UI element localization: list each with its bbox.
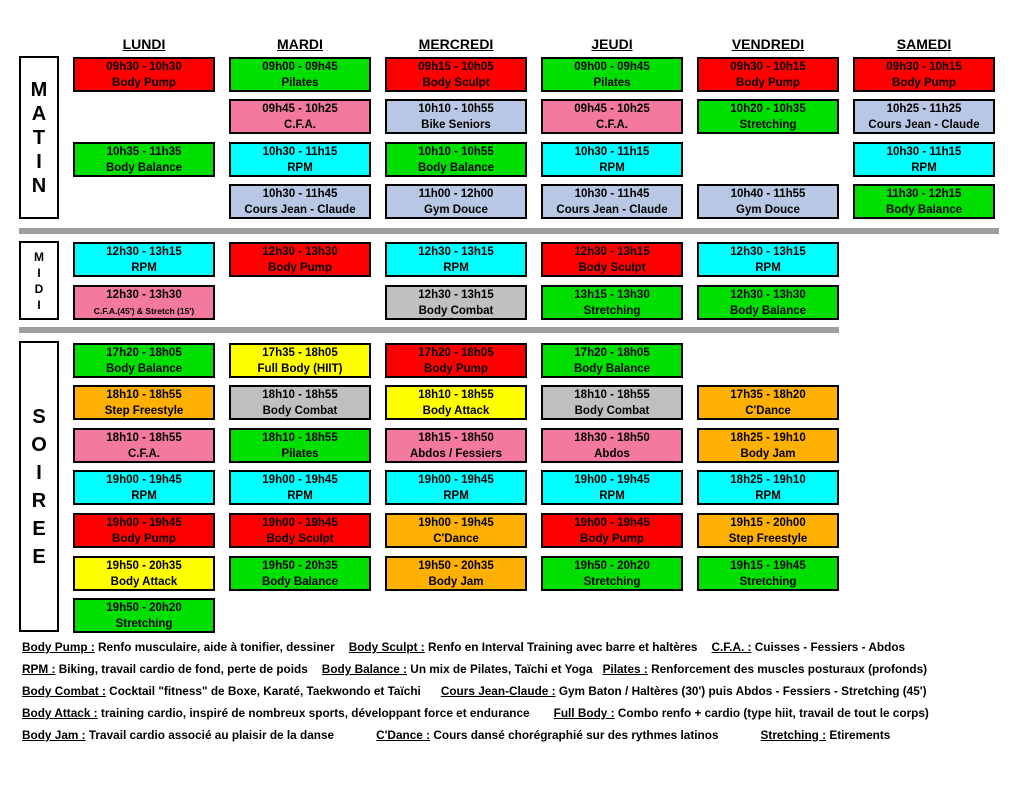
class-time: 18h10 - 18h55 bbox=[106, 388, 182, 401]
class-name: C'Dance bbox=[745, 404, 791, 417]
class-cell bbox=[229, 99, 371, 134]
class-cell bbox=[697, 513, 839, 548]
class-name: Body Balance bbox=[105, 362, 183, 375]
class-name: C.F.A.(45') & Stretch (15') bbox=[93, 305, 195, 316]
class-name: Body Attack bbox=[422, 404, 490, 417]
class-cell bbox=[541, 513, 683, 548]
section-letter: O bbox=[31, 433, 47, 456]
class-name: Body Pump bbox=[424, 362, 488, 375]
class-time: 09h30 - 10h15 bbox=[886, 60, 962, 73]
class-cell bbox=[385, 184, 527, 219]
class-name: Abdos / Fessiers bbox=[409, 447, 503, 460]
class-time: 18h15 - 18h50 bbox=[418, 431, 494, 444]
class-time: 12h30 - 13h15 bbox=[418, 288, 494, 301]
day-header-vendredi: VENDREDI bbox=[731, 36, 805, 52]
class-time: 09h00 - 09h45 bbox=[262, 60, 338, 73]
class-time: 10h30 - 11h45 bbox=[574, 187, 650, 200]
legend-description: Combo renfo + cardio (type hiit, travail de tout le corps) bbox=[614, 706, 929, 720]
class-time: 10h30 - 11h15 bbox=[262, 145, 338, 158]
legend-item bbox=[22, 684, 421, 698]
legend-description: Un mix de Pilates, Taïchi et Yoga bbox=[407, 662, 593, 676]
class-time: 17h20 - 18h05 bbox=[106, 346, 182, 359]
class-time: 13h15 - 13h30 bbox=[574, 288, 650, 301]
class-time: 10h20 - 10h35 bbox=[730, 102, 806, 115]
section-letter: I bbox=[36, 461, 42, 484]
class-cell bbox=[541, 343, 683, 378]
class-name: Cours Jean - Claude bbox=[556, 203, 668, 216]
class-name: C.F.A. bbox=[284, 118, 316, 131]
section-letter: E bbox=[32, 517, 46, 540]
legend-item bbox=[441, 684, 927, 698]
class-name: Body Pump bbox=[268, 261, 332, 274]
class-time: 17h20 - 18h05 bbox=[574, 346, 650, 359]
class-cell bbox=[229, 385, 371, 420]
class-name: Body Balance bbox=[573, 362, 651, 375]
class-name: C.F.A. bbox=[596, 118, 628, 131]
class-time: 10h10 - 10h55 bbox=[418, 145, 494, 158]
class-cell bbox=[73, 385, 215, 420]
legend-item bbox=[22, 728, 334, 742]
class-time: 18h25 - 19h10 bbox=[730, 473, 806, 486]
class-cell bbox=[229, 556, 371, 591]
class-time: 18h10 - 18h55 bbox=[106, 431, 182, 444]
class-cell bbox=[229, 242, 371, 277]
class-name: RPM bbox=[131, 261, 157, 274]
class-cell bbox=[385, 242, 527, 277]
class-cell bbox=[73, 513, 215, 548]
class-cell bbox=[73, 57, 215, 92]
class-time: 11h30 - 12h15 bbox=[886, 187, 962, 200]
class-cell bbox=[385, 513, 527, 548]
class-time: 09h30 - 10h15 bbox=[730, 60, 806, 73]
legend-term: RPM : bbox=[22, 662, 56, 676]
class-cell bbox=[697, 556, 839, 591]
class-time: 19h50 - 20h35 bbox=[418, 559, 494, 572]
legend-description: Travail cardio associé au plaisir de la danse bbox=[85, 728, 335, 742]
class-name: RPM bbox=[599, 489, 625, 502]
legend-term: C'Dance : bbox=[376, 728, 431, 742]
class-cell bbox=[229, 428, 371, 463]
class-name: Pilates bbox=[281, 447, 319, 460]
class-time: 12h30 - 13h30 bbox=[106, 288, 182, 301]
class-time: 18h25 - 19h10 bbox=[730, 431, 806, 444]
class-name: Gym Douce bbox=[736, 203, 800, 216]
class-cell bbox=[229, 142, 371, 177]
class-time: 19h50 - 20h20 bbox=[106, 601, 182, 614]
class-cell bbox=[697, 242, 839, 277]
legend-description: Gym Baton / Haltères (30') puis Abdos - Fessiers - Stretching (45') bbox=[555, 684, 927, 698]
class-name: Step Freestyle bbox=[728, 532, 808, 545]
class-time: 10h30 - 11h15 bbox=[886, 145, 962, 158]
legend-description: Cuisses - Fessiers - Abdos bbox=[751, 640, 906, 654]
class-cell bbox=[385, 556, 527, 591]
section-letter: D bbox=[34, 281, 44, 296]
class-time: 09h00 - 09h45 bbox=[574, 60, 650, 73]
class-time: 18h30 - 18h50 bbox=[574, 431, 650, 444]
class-time: 19h00 - 19h45 bbox=[418, 516, 494, 529]
class-cell bbox=[541, 556, 683, 591]
class-cell bbox=[229, 470, 371, 505]
section-letter: S bbox=[32, 405, 46, 428]
class-name: Body Balance bbox=[885, 203, 963, 216]
class-time: 12h30 - 13h15 bbox=[106, 245, 182, 258]
class-time: 10h25 - 11h25 bbox=[886, 102, 962, 115]
class-name: Gym Douce bbox=[424, 203, 488, 216]
class-cell bbox=[541, 184, 683, 219]
class-name: Full Body (HIIT) bbox=[257, 362, 343, 375]
class-cell bbox=[697, 385, 839, 420]
class-time: 19h50 - 20h35 bbox=[106, 559, 182, 572]
class-name: Body Balance bbox=[261, 575, 339, 588]
class-cell bbox=[73, 343, 215, 378]
class-cell bbox=[229, 184, 371, 219]
class-name: Body Balance bbox=[105, 161, 183, 174]
class-time: 19h50 - 20h20 bbox=[574, 559, 650, 572]
class-cell bbox=[853, 99, 995, 134]
class-cell bbox=[385, 428, 527, 463]
day-header-mercredi: MERCREDI bbox=[418, 36, 494, 52]
class-cell bbox=[541, 470, 683, 505]
class-time: 18h10 - 18h55 bbox=[574, 388, 650, 401]
class-name: Abdos bbox=[594, 447, 630, 460]
class-cell bbox=[541, 57, 683, 92]
class-name: Body Pump bbox=[112, 76, 176, 89]
legend-term: Cours Jean-Claude : bbox=[440, 684, 556, 698]
class-name: RPM bbox=[443, 261, 469, 274]
class-name: RPM bbox=[443, 489, 469, 502]
class-cell bbox=[73, 598, 215, 633]
class-time: 10h30 - 11h15 bbox=[574, 145, 650, 158]
class-name: Body Pump bbox=[580, 532, 644, 545]
class-time: 12h30 - 13h15 bbox=[730, 245, 806, 258]
class-name: RPM bbox=[599, 161, 625, 174]
class-cell bbox=[229, 513, 371, 548]
legend-line bbox=[22, 728, 1012, 742]
class-name: RPM bbox=[911, 161, 937, 174]
legend-description: Biking, travail cardio de fond, perte de poids bbox=[55, 662, 308, 676]
legend-item bbox=[322, 662, 593, 676]
class-time: 12h30 - 13h30 bbox=[730, 288, 806, 301]
class-name: Body Jam bbox=[740, 447, 796, 460]
section-letter: I bbox=[36, 150, 42, 173]
class-name: Stretching bbox=[583, 575, 641, 588]
class-time: 19h00 - 19h45 bbox=[574, 473, 650, 486]
class-name: Body Pump bbox=[892, 76, 956, 89]
class-name: Body Combat bbox=[262, 404, 338, 417]
legend-description: Renforcement des muscles posturaux (profonds) bbox=[647, 662, 928, 676]
legend-line bbox=[22, 662, 1012, 676]
class-cell bbox=[697, 470, 839, 505]
class-name: Body Sculpt bbox=[422, 76, 490, 89]
class-cell bbox=[697, 57, 839, 92]
class-name: Bike Seniors bbox=[421, 118, 491, 131]
class-time: 17h35 - 18h05 bbox=[262, 346, 338, 359]
class-time: 10h10 - 10h55 bbox=[418, 102, 494, 115]
legend-item bbox=[711, 640, 905, 654]
class-time: 17h20 - 18h05 bbox=[418, 346, 494, 359]
class-name: C'Dance bbox=[433, 532, 479, 545]
section-label-soiree bbox=[19, 341, 59, 632]
class-time: 19h00 - 19h45 bbox=[106, 473, 182, 486]
class-name: RPM bbox=[755, 489, 781, 502]
class-time: 19h00 - 19h45 bbox=[262, 473, 338, 486]
class-cell bbox=[385, 385, 527, 420]
class-cell bbox=[73, 285, 215, 320]
class-cell bbox=[697, 184, 839, 219]
class-time: 18h10 - 18h55 bbox=[262, 431, 338, 444]
legend-item bbox=[761, 728, 891, 742]
legend-term: Body Jam : bbox=[22, 728, 86, 742]
legend-term: C.F.A. : bbox=[711, 640, 752, 654]
class-time: 12h30 - 13h15 bbox=[418, 245, 494, 258]
legend-item bbox=[22, 706, 530, 720]
section-letter: R bbox=[31, 489, 47, 512]
class-time: 09h15 - 10h05 bbox=[418, 60, 494, 73]
class-name: Body Sculpt bbox=[266, 532, 334, 545]
day-header-jeudi: JEUDI bbox=[591, 36, 633, 52]
class-cell bbox=[697, 285, 839, 320]
class-name: Stretching bbox=[583, 304, 641, 317]
class-cell bbox=[229, 57, 371, 92]
class-time: 10h30 - 11h45 bbox=[262, 187, 338, 200]
class-time: 09h45 - 10h25 bbox=[574, 102, 650, 115]
section-letter: A bbox=[31, 102, 47, 125]
legend-item bbox=[554, 706, 929, 720]
class-name: RPM bbox=[755, 261, 781, 274]
legend-term: Body Combat : bbox=[22, 684, 106, 698]
class-time: 10h40 - 11h55 bbox=[730, 187, 806, 200]
section-letter: N bbox=[31, 174, 47, 197]
legend-item bbox=[22, 640, 335, 654]
class-cell bbox=[385, 343, 527, 378]
legend-line bbox=[22, 684, 1012, 698]
class-name: Stretching bbox=[115, 617, 173, 630]
class-name: Body Jam bbox=[428, 575, 484, 588]
class-name: C.F.A. bbox=[128, 447, 160, 460]
class-cell bbox=[385, 57, 527, 92]
legend-description: Renfo musculaire, aide à tonifier, dessiner bbox=[94, 640, 335, 654]
class-name: Cours Jean - Claude bbox=[868, 118, 980, 131]
legend-description: Renfo en Interval Training avec barre et haltères bbox=[424, 640, 698, 654]
class-time: 09h45 - 10h25 bbox=[262, 102, 338, 115]
class-name: Stretching bbox=[739, 118, 797, 131]
class-cell bbox=[385, 142, 527, 177]
class-name: Body Pump bbox=[736, 76, 800, 89]
class-time: 18h10 - 18h55 bbox=[418, 388, 494, 401]
section-letter: I bbox=[37, 297, 41, 312]
legend-item bbox=[349, 640, 698, 654]
legend-term: Full Body : bbox=[553, 706, 615, 720]
class-time: 18h10 - 18h55 bbox=[262, 388, 338, 401]
class-time: 09h30 - 10h30 bbox=[106, 60, 182, 73]
legend-description: training cardio, inspiré de nombreux sports, développant force et endurance bbox=[97, 706, 530, 720]
section-separator bbox=[19, 228, 999, 234]
section-separator bbox=[19, 327, 839, 333]
section-letter: I bbox=[37, 265, 41, 280]
class-time: 19h00 - 19h45 bbox=[418, 473, 494, 486]
class-cell bbox=[73, 470, 215, 505]
legend-description: Etirements bbox=[826, 728, 891, 742]
class-cell bbox=[541, 385, 683, 420]
class-time: 19h00 - 19h45 bbox=[574, 516, 650, 529]
class-time: 11h00 - 12h00 bbox=[418, 187, 494, 200]
class-cell bbox=[385, 99, 527, 134]
class-cell bbox=[697, 99, 839, 134]
class-cell bbox=[541, 142, 683, 177]
class-name: Pilates bbox=[593, 76, 631, 89]
legend-description: Cocktail "fitness" de Boxe, Karaté, Taekwondo et Taïchi bbox=[105, 684, 421, 698]
class-name: Body Combat bbox=[574, 404, 650, 417]
class-time: 10h35 - 11h35 bbox=[106, 145, 182, 158]
section-letter: M bbox=[30, 78, 48, 101]
class-name: Stretching bbox=[739, 575, 797, 588]
class-cell bbox=[541, 242, 683, 277]
section-label-matin bbox=[19, 56, 59, 219]
class-name: Pilates bbox=[281, 76, 319, 89]
class-cell bbox=[229, 343, 371, 378]
section-letter: M bbox=[34, 249, 44, 264]
legend-term: Body Pump : bbox=[22, 640, 95, 654]
class-name: RPM bbox=[287, 489, 313, 502]
legend-item bbox=[603, 662, 928, 676]
class-name: Body Balance bbox=[729, 304, 807, 317]
class-cell bbox=[697, 428, 839, 463]
section-letter: E bbox=[32, 545, 46, 568]
legend-term: Body Attack : bbox=[22, 706, 98, 720]
class-name: RPM bbox=[287, 161, 313, 174]
class-time: 19h15 - 19h45 bbox=[730, 559, 806, 572]
class-cell bbox=[853, 57, 995, 92]
legend-item bbox=[376, 728, 718, 742]
class-cell bbox=[73, 556, 215, 591]
legend-term: Stretching : bbox=[760, 728, 827, 742]
class-cell bbox=[853, 142, 995, 177]
class-cell bbox=[541, 428, 683, 463]
legend-line bbox=[22, 640, 1012, 654]
class-name: Body Attack bbox=[110, 575, 178, 588]
class-cell bbox=[853, 184, 995, 219]
class-name: Body Balance bbox=[417, 161, 495, 174]
class-cell bbox=[73, 142, 215, 177]
class-cell bbox=[73, 428, 215, 463]
day-header-lundi: LUNDI bbox=[122, 36, 166, 52]
class-cell bbox=[541, 99, 683, 134]
class-name: Step Freestyle bbox=[104, 404, 184, 417]
class-time: 12h30 - 13h30 bbox=[262, 245, 338, 258]
class-cell bbox=[73, 242, 215, 277]
legend-line bbox=[22, 706, 1012, 720]
class-cell bbox=[385, 470, 527, 505]
section-label-midi bbox=[19, 241, 59, 320]
legend-term: Body Sculpt : bbox=[348, 640, 425, 654]
legend-term: Pilates : bbox=[602, 662, 648, 676]
class-name: RPM bbox=[131, 489, 157, 502]
class-time: 19h15 - 20h00 bbox=[730, 516, 806, 529]
class-name: Body Combat bbox=[418, 304, 494, 317]
class-time: 19h00 - 19h45 bbox=[106, 516, 182, 529]
section-letter: T bbox=[32, 126, 46, 149]
day-header-samedi: SAMEDI bbox=[896, 36, 952, 52]
class-cell bbox=[541, 285, 683, 320]
class-time: 19h50 - 20h35 bbox=[262, 559, 338, 572]
class-name: Body Pump bbox=[112, 532, 176, 545]
legend-term: Body Balance : bbox=[321, 662, 408, 676]
class-time: 17h35 - 18h20 bbox=[730, 388, 806, 401]
class-name: Cours Jean - Claude bbox=[244, 203, 356, 216]
legend-item bbox=[22, 662, 308, 676]
class-name: Body Sculpt bbox=[578, 261, 646, 274]
day-header-mardi: MARDI bbox=[277, 36, 323, 52]
class-cell bbox=[385, 285, 527, 320]
legend-description: Cours dansé chorégraphié sur des rythmes latinos bbox=[430, 728, 719, 742]
class-time: 12h30 - 13h15 bbox=[574, 245, 650, 258]
class-time: 19h00 - 19h45 bbox=[262, 516, 338, 529]
